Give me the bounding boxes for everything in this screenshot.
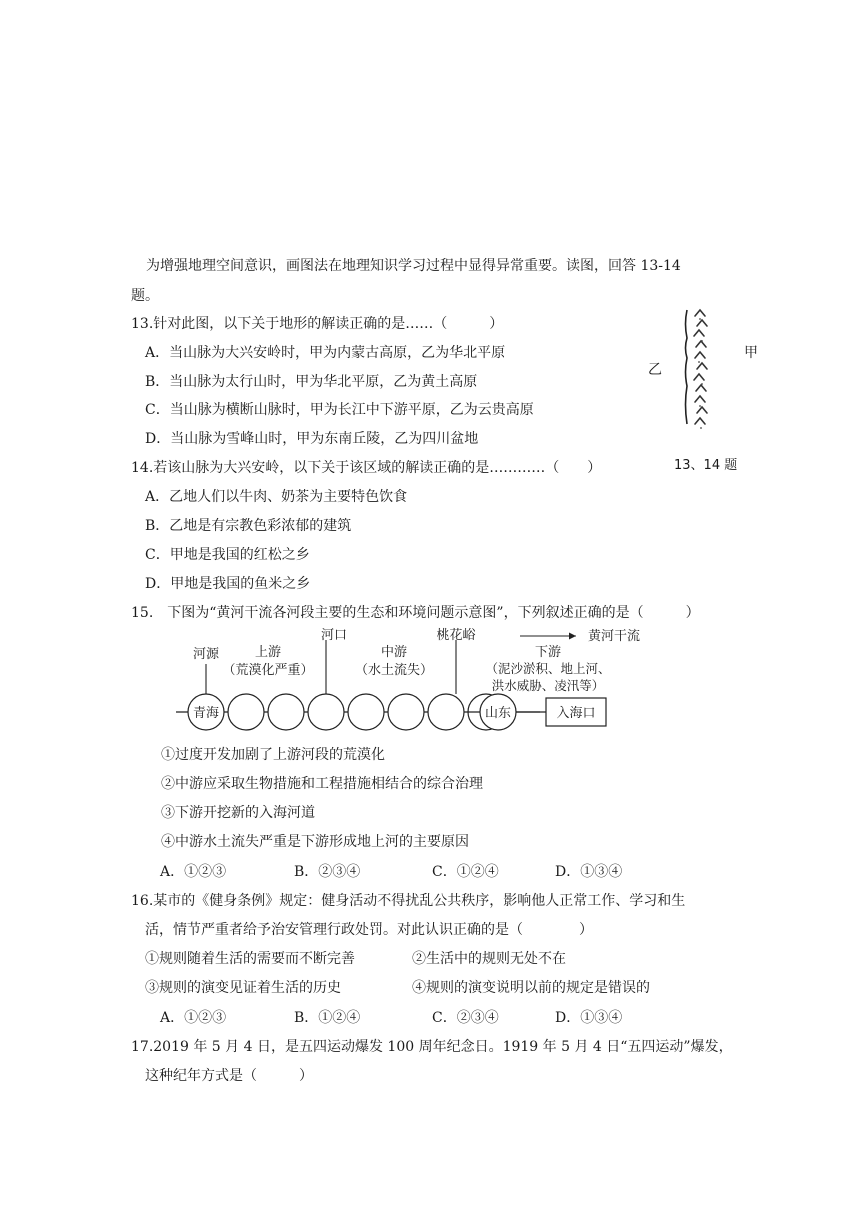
- hekou-label: 河口: [320, 628, 348, 643]
- segment-circle: [308, 694, 344, 730]
- q15-statement-4: ④中游水土流失严重是下游形成地上河的主要原因: [161, 834, 469, 850]
- zhongyou-label: 中游: [380, 645, 408, 660]
- taohuayu-label: 桃花峪: [436, 628, 476, 643]
- q14-stem: 14.若该山脉为大兴安岭，以下关于该区域的解读正确的是…………（ ）: [131, 460, 602, 476]
- qinghai-label: 青海: [192, 706, 220, 721]
- segment-circle: [348, 694, 384, 730]
- arrow-label: 黄河干流: [587, 629, 641, 644]
- q13-option-b: B．当山脉为太行山时，甲为华北平原，乙为黄土高原: [145, 374, 478, 390]
- xiayou-note-1: （泥沙淤积、地上河、: [485, 661, 611, 676]
- mountain-range-symbol: [681, 304, 721, 434]
- q16-choice-d: D．①③④: [555, 1010, 623, 1026]
- q14-option-a: A．乙地人们以牛肉、奶茶为主要特色饮食: [145, 489, 408, 505]
- q15-statement-1: ①过度开发加剧了上游河段的荒漠化: [161, 747, 385, 763]
- intro-line-2: 题。: [131, 288, 159, 304]
- q16-statement-3: ③规则的演变见证着生活的历史: [145, 980, 341, 996]
- shangyou-label: 上游: [254, 645, 282, 660]
- q15-statement-2: ②中游应采取生物措施和工程措施相结合的综合治理: [161, 776, 483, 792]
- q13-option-d: D．当山脉为雪峰山时，甲为东南丘陵，乙为四川盆地: [145, 431, 479, 447]
- mountain-figure: [645, 300, 765, 480]
- intro-line-1: 为增强地理空间意识，画图法在地理知识学习过程中显得异常重要。读图，回答 13-14: [146, 258, 681, 274]
- shangyou-note: （荒漠化严重）: [222, 663, 314, 678]
- segment-circle: [228, 694, 264, 730]
- q17-stem-line-1: 17.2019 年 5 月 4 日，是五四运动爆发 100 周年纪念日。1919 年 5 月 4 日“五四运动”爆发，: [131, 1039, 733, 1055]
- xiayou-label: 下游: [534, 645, 562, 660]
- q13-stem: 13.针对此图，以下关于地形的解读正确的是……（ ）: [131, 316, 504, 332]
- heyuan-label: 河源: [192, 647, 220, 662]
- q16-statement-2: ②生活中的规则无处不在: [412, 951, 566, 967]
- q15-statement-3: ③下游开挖新的入海河道: [161, 805, 315, 821]
- q16-statement-4: ④规则的演变说明以前的规定是错误的: [412, 980, 650, 996]
- figure-caption: 13、14 题: [674, 458, 738, 473]
- segment-circle: [268, 694, 304, 730]
- q16-statement-1: ①规则随着生活的需要而不断完善: [145, 951, 355, 967]
- q15-choice-d: D．①③④: [555, 864, 623, 880]
- q16-choice-c: C．②③④: [432, 1010, 499, 1026]
- rhaikou-label: 入海口: [556, 706, 596, 721]
- q15-stem: 15. 下图为“黄河干流各河段主要的生态和环境问题示意图”，下列叙述正确的是（ ）: [131, 605, 700, 621]
- q17-stem-line-2: 这种纪年方式是（ ）: [145, 1068, 313, 1084]
- segment-circle: [428, 694, 464, 730]
- zhongyou-note: （水土流失）: [354, 663, 434, 678]
- q16-choice-b: B．①②④: [294, 1010, 361, 1026]
- q15-choice-a: A．①②③: [160, 864, 227, 880]
- shandong-label: 山东: [484, 706, 512, 721]
- xiayou-note-2: 洪水威胁、凌汛等）: [491, 678, 605, 693]
- q14-option-c: C．甲地是我国的红松之乡: [145, 547, 310, 563]
- figure-label-jia: 甲: [744, 345, 758, 361]
- figure-label-yi: 乙: [648, 362, 662, 378]
- yellow-river-diagram-end: [468, 688, 608, 738]
- q15-choice-c: C．①②④: [432, 864, 499, 880]
- q13-option-a: A．当山脉为大兴安岭时，甲为内蒙古高原，乙为华北平原: [145, 345, 506, 361]
- q14-option-b: B．乙地是有宗教色彩浓郁的建筑: [145, 518, 352, 534]
- q16-choice-a: A．①②③: [160, 1010, 227, 1026]
- q13-option-c: C．当山脉为横断山脉时，甲为长江中下游平原，乙为云贵高原: [145, 402, 534, 418]
- q16-stem-line-2: 活，情节严重者给予治安管理行政处罚。对此认识正确的是（ ）: [145, 922, 593, 938]
- q15-choice-b: B．②③④: [294, 864, 361, 880]
- q16-stem-line-1: 16.某市的《健身条例》规定：健身活动不得扰乱公共秩序，影响他人正常工作、学习和生: [131, 893, 686, 909]
- q14-option-d: D．甲地是我国的鱼米之乡: [145, 576, 311, 592]
- segment-circle: [388, 694, 424, 730]
